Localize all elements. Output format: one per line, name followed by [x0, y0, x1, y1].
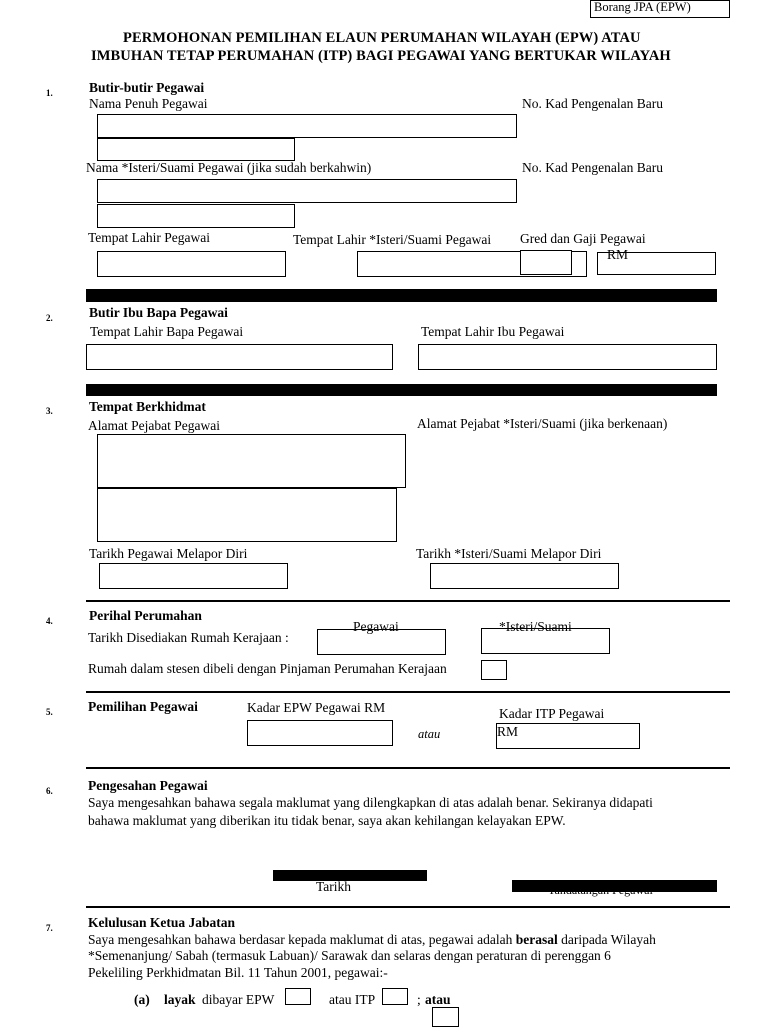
section-5-heading: Pemilihan Pegawai — [88, 699, 198, 714]
mother-birthplace-field[interactable] — [418, 344, 717, 370]
section-divider-bar — [86, 289, 717, 302]
section-1-number: 1. — [46, 88, 53, 98]
spouse-report-date-label: Tarikh *Isteri/Suami Melapor Diri — [416, 546, 602, 561]
officer-label: Pegawai — [353, 619, 399, 634]
ic-new-label: No. Kad Pengenalan Baru — [522, 96, 663, 111]
epw-checkbox[interactable] — [285, 988, 311, 1005]
full-name-label: Nama Penuh Pegawai — [89, 96, 208, 111]
approval-text-line3: Pekeliling Perkhidmatan Bil. 11 Tahun 2001, pegawai:- — [88, 965, 388, 980]
section-divider-bar — [86, 384, 717, 396]
paid-epw-label: dibayar EPW — [202, 992, 275, 1007]
full-name-field-2[interactable] — [97, 138, 295, 161]
spouse-birthplace-label: Tempat Lahir *Isteri/Suami Pegawai — [293, 232, 492, 247]
spouse-label: *Isteri/Suami — [499, 619, 572, 634]
eligible-label: layak — [164, 992, 196, 1007]
semicolon: ; — [417, 992, 421, 1007]
confirmation-text-line1: Saya mengesahkan bahawa segala maklumat yang dilengkapkan di atas adalah benar. Sekiranya didapati — [88, 795, 653, 810]
epw-rate-label: Kadar EPW Pegawai RM — [247, 700, 386, 715]
spouse-office-address-label: Alamat Pejabat *Isteri/Suami (jika berkenaan) — [417, 416, 668, 431]
section-4-number: 4. — [46, 616, 53, 626]
section-7-number: 7. — [46, 923, 53, 933]
section-divider-line — [86, 767, 730, 769]
form-code: Borang JPA (EPW) — [594, 0, 691, 14]
or-bold-label: atau — [425, 992, 451, 1007]
approval-text-line2: *Semenanjung/ Sabah (termasuk Labuan)/ Sarawak dan selaras dengan peraturan di perenggan 6 — [88, 948, 611, 963]
option-a-label: (a) — [134, 992, 150, 1007]
govt-house-date-label: Tarikh Disediakan Rumah Kerajaan : — [88, 630, 289, 645]
spouse-name-field-2[interactable] — [97, 204, 295, 228]
next-option-box[interactable] — [432, 1007, 459, 1027]
approval-text-line1 — [88, 932, 656, 948]
mother-birthplace-label: Tempat Lahir Ibu Pegawai — [421, 324, 565, 339]
approval-text-line1-c: daripada Wilayah — [557, 932, 656, 947]
salary-rm-label: RM — [607, 247, 629, 262]
itp-checkbox[interactable] — [382, 988, 408, 1005]
itp-rm-label: RM — [497, 724, 519, 739]
section-2-heading: Butir Ibu Bapa Pegawai — [89, 305, 228, 320]
approval-text-line1-b: berasal — [515, 932, 558, 947]
birthplace-label: Tempat Lahir Pegawai — [88, 230, 211, 245]
form-title-line2: IMBUHAN TETAP PERUMAHAN (ITP) BAGI PEGAWAI YANG BERTUKAR WILAYAH — [91, 48, 671, 64]
spouse-ic-label: No. Kad Pengenalan Baru — [522, 160, 663, 175]
grade-salary-label: Gred dan Gaji Pegawai — [520, 231, 646, 246]
or-itp-label: atau ITP — [329, 992, 376, 1007]
house-loan-label: Rumah dalam stesen dibeli dengan Pinjaman Perumahan Kerajaan — [88, 661, 447, 676]
father-birthplace-field[interactable] — [86, 344, 393, 370]
confirmation-text-line2: bahawa maklumat yang diberikan itu tidak benar, saya akan kehilangan kelayakan EPW. — [88, 813, 566, 828]
section-6-heading: Pengesahan Pegawai — [88, 778, 208, 793]
office-address-label: Alamat Pejabat Pegawai — [88, 418, 220, 433]
house-loan-checkbox[interactable] — [481, 660, 507, 680]
section-6-number: 6. — [46, 786, 53, 796]
spouse-name-label: Nama *Isteri/Suami Pegawai (jika sudah berkahwin) — [86, 160, 372, 175]
section-divider-line — [86, 906, 730, 908]
spouse-name-field[interactable] — [97, 179, 517, 203]
section-5-number: 5. — [46, 707, 53, 717]
report-date-field[interactable] — [99, 563, 288, 589]
date-label: Tarikh — [316, 879, 352, 894]
approval-text-line1-a: Saya mengesahkan bahawa berdasar kepada maklumat di atas, pegawai adalah — [88, 932, 516, 947]
section-3-heading: Tempat Berkhidmat — [89, 399, 206, 414]
form-title-line1: PERMOHONAN PEMILIHAN ELAUN PERUMAHAN WILAYAH (EPW) ATAU — [123, 30, 641, 46]
office-address-field[interactable] — [97, 434, 406, 488]
section-7-heading: Kelulusan Ketua Jabatan — [88, 915, 236, 930]
father-birthplace-label: Tempat Lahir Bapa Pegawai — [90, 324, 244, 339]
or-label: atau — [418, 727, 441, 741]
section-2-number: 2. — [46, 313, 53, 323]
redaction-bar-signature — [512, 880, 717, 892]
epw-rate-field[interactable] — [247, 720, 393, 746]
spouse-report-date-field[interactable] — [430, 563, 619, 589]
section-divider-line — [86, 600, 730, 602]
birthplace-field[interactable] — [97, 251, 286, 277]
section-4-heading: Perihal Perumahan — [89, 608, 202, 623]
itp-rate-label: Kadar ITP Pegawai — [499, 706, 605, 721]
report-date-label: Tarikh Pegawai Melapor Diri — [89, 546, 248, 561]
office-address-field-2[interactable] — [97, 488, 397, 542]
grade-field[interactable] — [520, 250, 572, 275]
full-name-field[interactable] — [97, 114, 517, 138]
section-3-number: 3. — [46, 406, 53, 416]
section-divider-line — [86, 691, 730, 693]
section-1-heading: Butir-butir Pegawai — [89, 80, 205, 95]
